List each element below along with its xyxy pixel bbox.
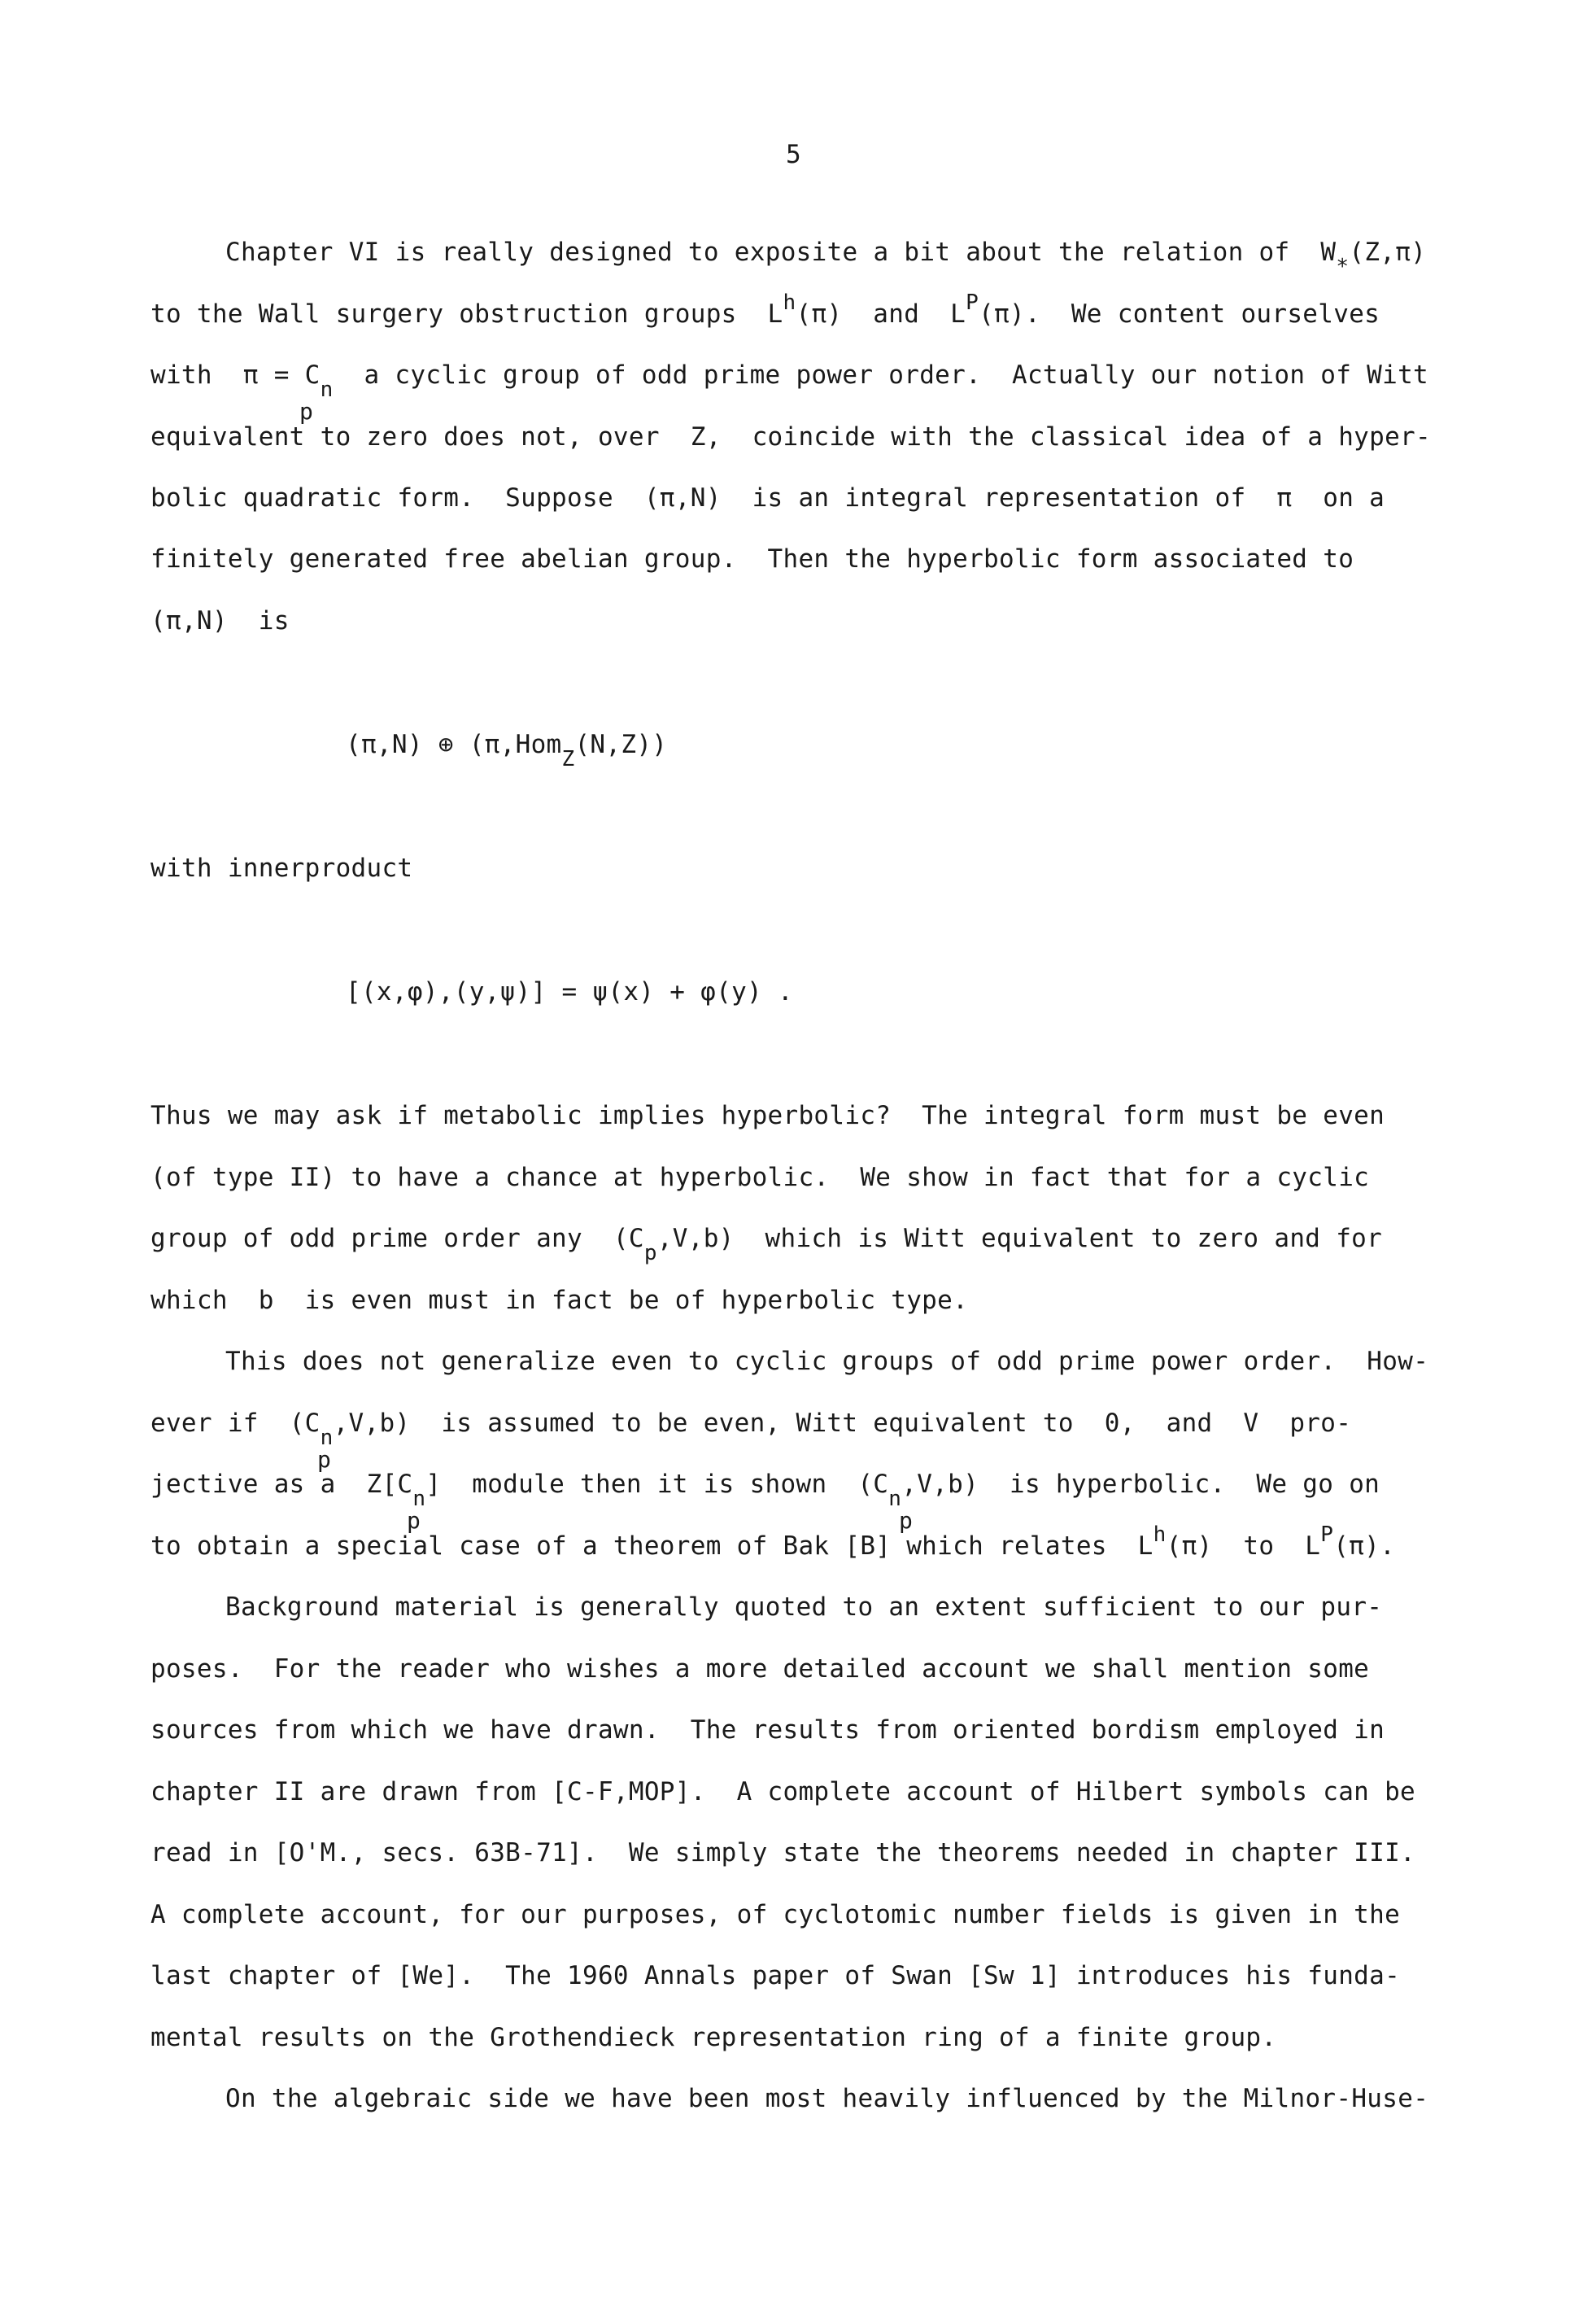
text-line: ever if $(C_n,V,b)$ is assumed to be even, Witt equivalent to 0, and V pro-: [150, 1409, 1352, 1450]
text-line: jective as a $Z[C_n]$ module then it is shown $(C_n,V,b)$ is hyperbolic. We go on: [150, 1470, 1380, 1511]
subscript-p: p: [407, 1507, 421, 1534]
text-line: bolic quadratic form. Suppose (π,N) is an integral representation of π on a: [150, 483, 1385, 513]
text-line: read in [O'M., secs. 63B-71]. We simply state the theorems needed in chapter III.: [150, 1838, 1416, 1868]
text-line: This does not generalize even to cyclic groups of odd prime power order. How-: [225, 1347, 1429, 1376]
text-line: chapter II are drawn from [C-F,MOP]. A complete account of Hilbert symbols can be: [150, 1777, 1416, 1806]
display-equation-innerproduct: [(x,φ),(y,ψ)] = ψ(x) + φ(y) .: [346, 977, 793, 1007]
text-line: poses. For the reader who wishes a more detailed account we shall mention some: [150, 1654, 1370, 1684]
text-line: group of odd prime order any $(C_p,V,b)$ which is Witt equivalent to zero and for: [150, 1224, 1383, 1265]
text-line: (of type II) to have a chance at hyperbolic. We show in fact that for a cyclic: [150, 1163, 1370, 1192]
text-line: On the algebraic side we have been most heavily influenced by the Milnor-Huse-: [225, 2084, 1429, 2113]
text-line: Chapter VI is really designed to exposite a bit about the relation of $W_*(Z,\pi)$: [225, 238, 1427, 279]
text-line: (π,N) is: [150, 606, 290, 636]
subscript-p: p: [317, 1446, 332, 1473]
text-line: Background material is generally quoted to an extent sufficient to our pur-: [225, 1592, 1383, 1622]
text-line: which b is even must in fact be of hyperbolic type.: [150, 1286, 969, 1315]
text-line: equivalent to zero does not, over Z, coincide with the classical idea of a hyper-: [150, 422, 1431, 452]
subscript-p: p: [299, 398, 314, 425]
text-line: A complete account, for our purposes, of cyclotomic number fields is given in the: [150, 1900, 1401, 1929]
text-line: Thus we may ask if metabolic implies hyperbolic? The integral form must be even: [150, 1101, 1385, 1130]
text-line: to the Wall surgery obstruction groups $L^h(\pi)$ and $L^P(\pi)$. We content ourselves: [150, 290, 1380, 329]
text-line: finitely generated free abelian group. Then the hyperbolic form associated to: [150, 544, 1354, 574]
text-line: to obtain a special case of a theorem of Bak [B] which relates $L^h(\pi)$ to $L^P(\pi)$.: [150, 1522, 1396, 1561]
text-line: with innerproduct: [150, 854, 413, 883]
subscript-p: p: [899, 1507, 914, 1534]
text-line: mental results on the Grothendieck representation ring of a finite group.: [150, 2023, 1277, 2052]
page-number: 5: [786, 140, 801, 169]
text-line: with $\pi = C_n$ a cyclic group of odd prime power order. Actually our notion of Witt: [150, 360, 1428, 402]
text-line: last chapter of [We]. The 1960 Annals paper of Swan [Sw 1] introduces his funda-: [150, 1961, 1401, 1990]
display-equation-hyperbolic-form: (π,N) ⊕ (π,Hom$_Z$(N,Z)): [346, 730, 668, 771]
text-line: sources from which we have drawn. The results from oriented bordism employed in: [150, 1715, 1385, 1745]
